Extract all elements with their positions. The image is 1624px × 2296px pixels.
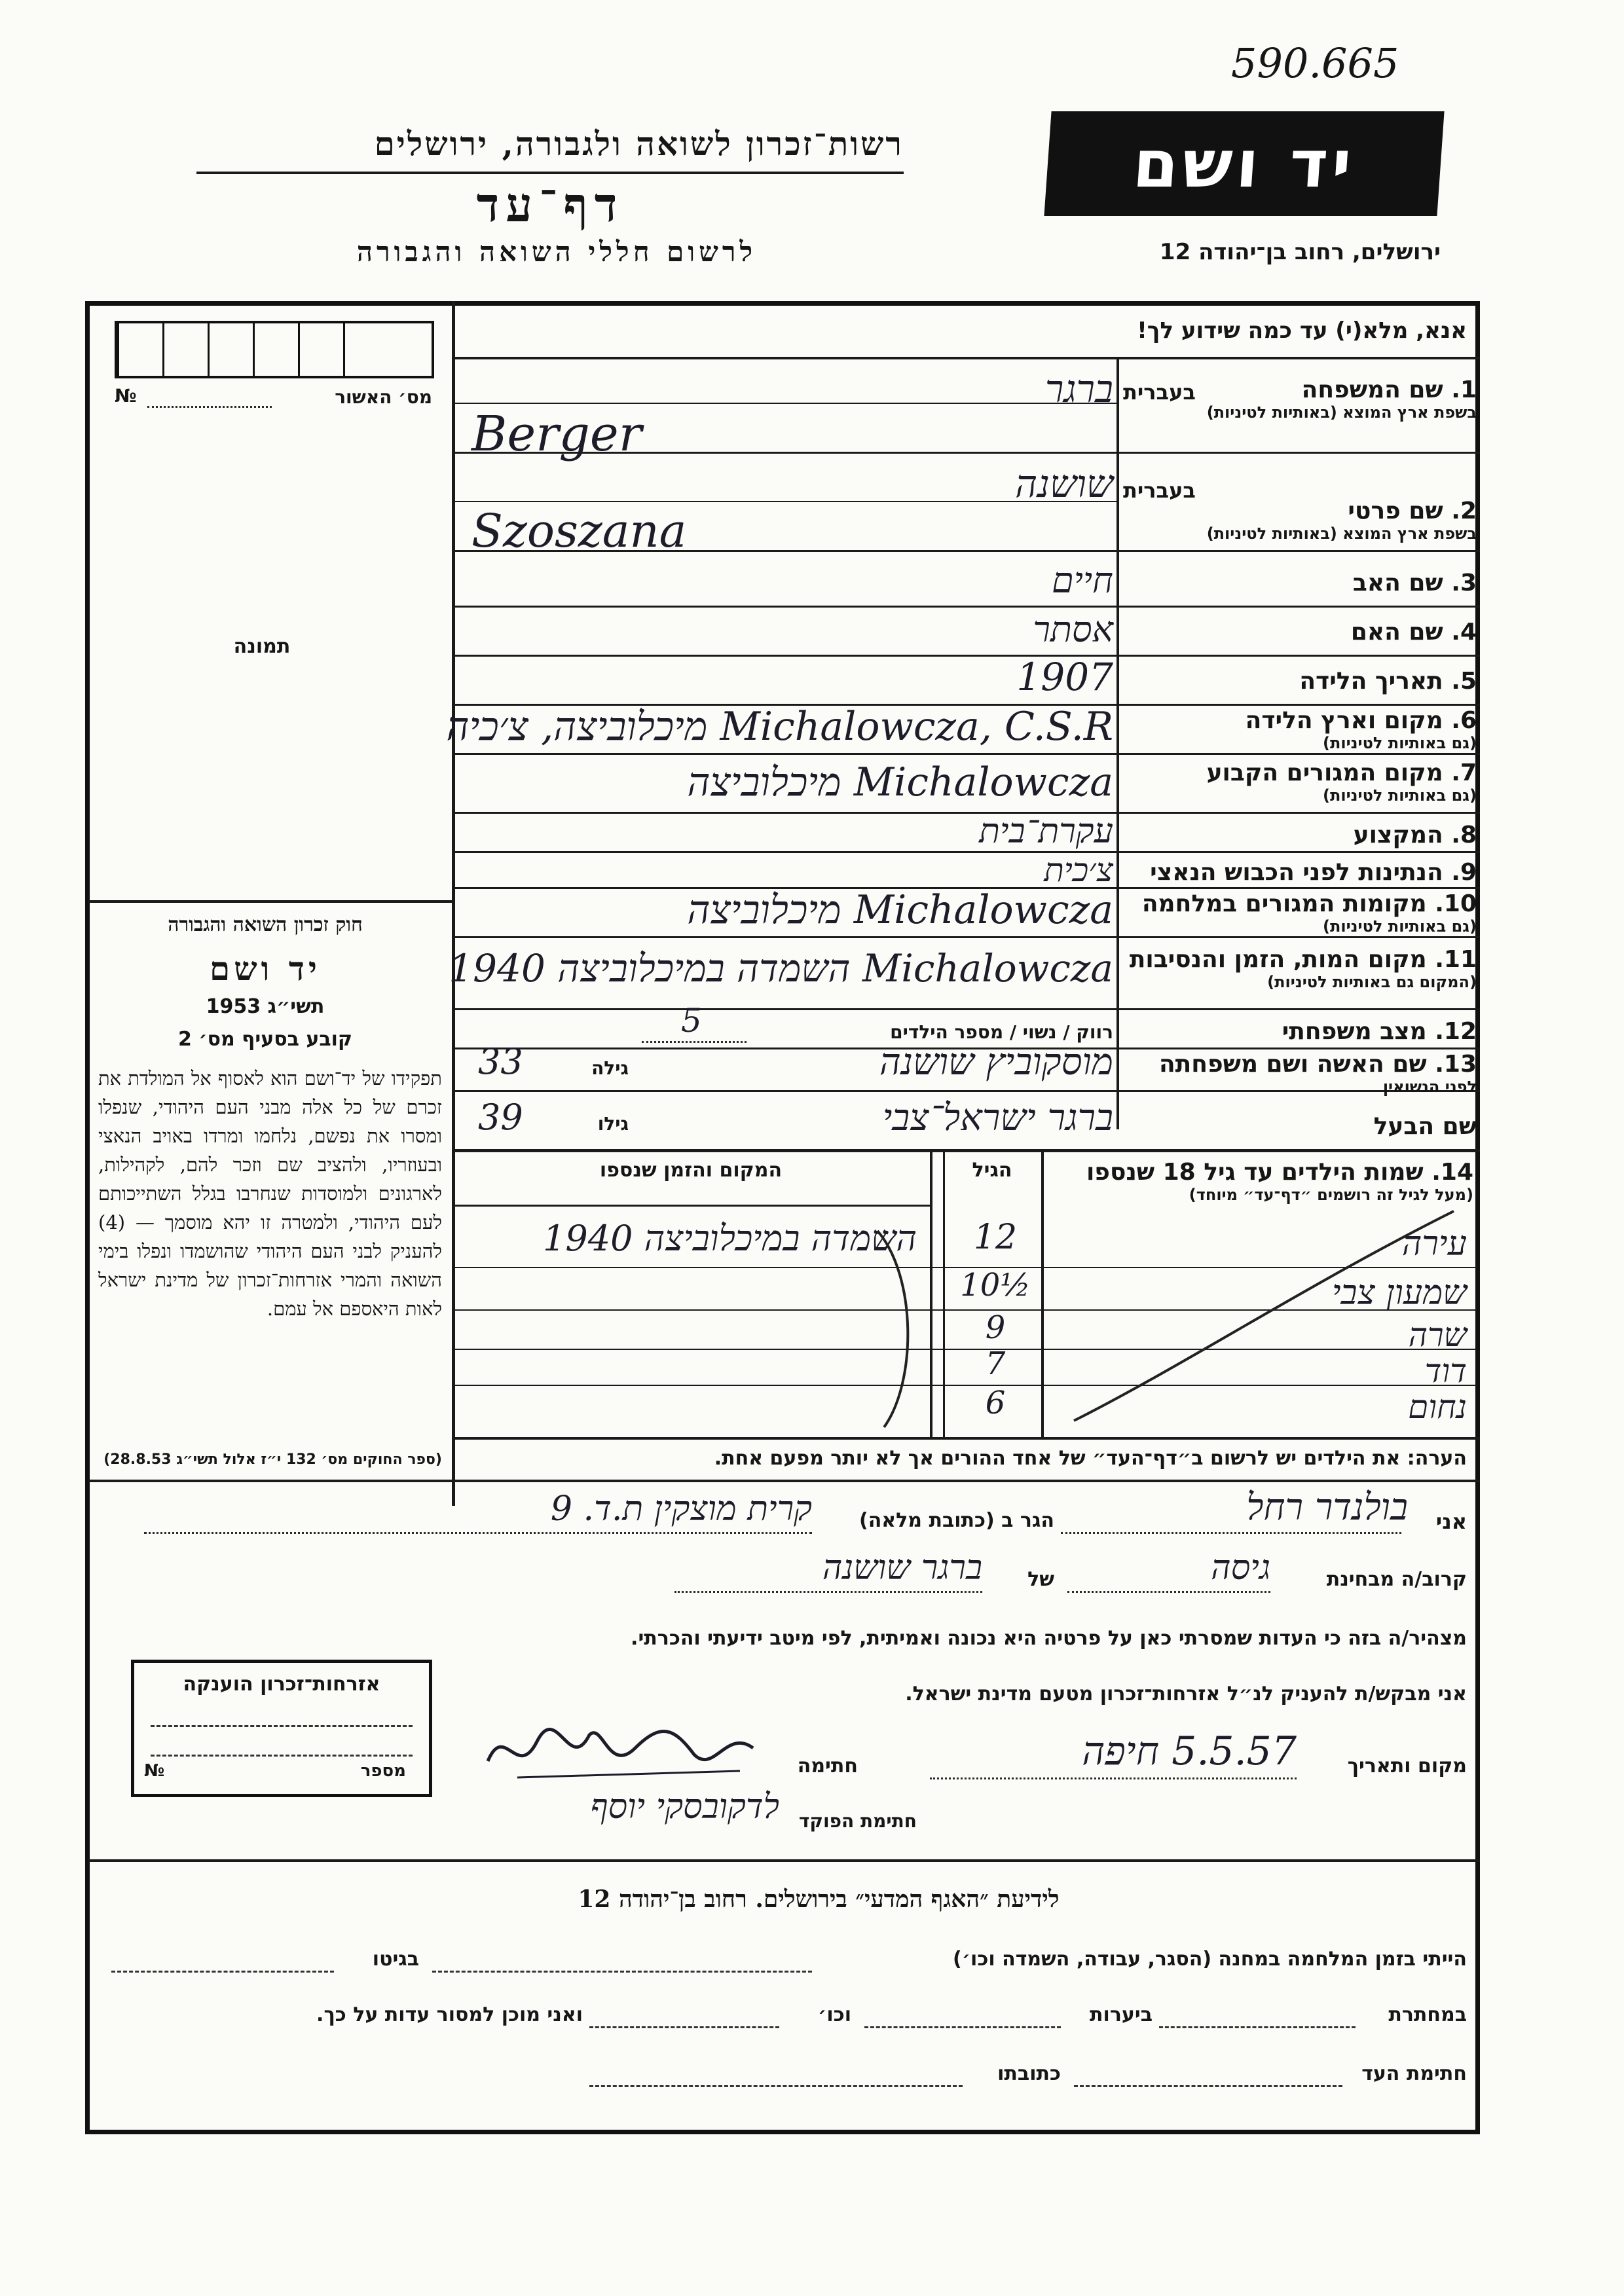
- field11-label: 11. מקום המות, הזמן והנסיבות: [1129, 946, 1477, 973]
- field2-latin-value: Szoszana: [471, 504, 687, 558]
- relation-label: קרוב/ה מבחינת: [1326, 1568, 1467, 1591]
- law-source: (ספר החוקים מס׳ 132 י״ז אלול תשי״ג 28.8.53): [103, 1451, 442, 1468]
- authority-title: רשות־זכרון לשואה ולגבורה, ירושלים: [374, 124, 904, 163]
- field13-label: 13. שם האשה ושם משפחתה: [1158, 1051, 1477, 1078]
- children-age-header: הגיל: [972, 1159, 1012, 1182]
- field1-hebrew-tag: בעברית: [1123, 380, 1196, 405]
- row-rule-14: [452, 1149, 1480, 1152]
- children-brace-mark: [871, 1224, 930, 1434]
- field3-value: חיים: [1052, 560, 1113, 601]
- footer-address-line: [589, 2085, 963, 2087]
- citizenship-number-mark: №: [144, 1761, 165, 1781]
- child-2-name: שמעון צבי: [1331, 1273, 1467, 1313]
- field2-hebrew-value: שושנה: [1015, 462, 1113, 506]
- footer-testimony-text: ואני מוכן למסור עדות על כך.: [316, 2003, 583, 2026]
- field9-value: צ׳כית: [1044, 851, 1113, 889]
- footer-camp-label: הייתי בזמן המלחמה במחנה (הסגר, עבודה, השמדה וכו׳): [953, 1948, 1467, 1971]
- law-clause: קובע בסעיף מס׳ 2: [177, 1028, 353, 1051]
- footer-ghetto-line: [111, 1971, 334, 1973]
- field11-sublabel: (המקום גם באותיות לטיניות): [1267, 973, 1477, 991]
- field10-sublabel: (גם באותיות לטיניות): [1323, 917, 1477, 936]
- husband-value: ברגר ישראל־צבי: [882, 1097, 1113, 1139]
- footer-title: לידיעת ״האגף המדעי״ בירושלים. רחוב בן־יהודה 12: [578, 1886, 1060, 1913]
- child-5-age: 6: [985, 1385, 1006, 1421]
- relation-value: גיסה: [1211, 1548, 1270, 1588]
- field5-value: 1907: [1016, 655, 1113, 699]
- field2-sublabel: בשפת ארץ המוצא (באותיות לטיניות): [1206, 524, 1477, 543]
- field1-latin-value: Berger: [471, 406, 642, 462]
- declarant-name: בולנדר רחל: [1246, 1486, 1408, 1529]
- citizenship-line-1: [151, 1725, 413, 1727]
- declarant-signature: [478, 1715, 779, 1787]
- row-rule-3: [452, 606, 1480, 608]
- intro-rule: [452, 357, 1480, 359]
- husband-label: שם הבעל: [1373, 1113, 1477, 1140]
- note-bottom-rule: [88, 1480, 1480, 1482]
- wife-age-value: 33: [478, 1041, 523, 1082]
- footer-camp-line: [432, 1971, 812, 1973]
- footer-ghetto-label: בגיטו: [372, 1948, 419, 1971]
- child-5-name: נחום: [1408, 1388, 1467, 1426]
- archive-reference-number: 590.665: [1231, 39, 1399, 87]
- child-4-name: דוד: [1424, 1352, 1467, 1390]
- field2-hebrew-tag: בעברית: [1123, 478, 1196, 503]
- field14-label: 14. שמות הילדים עד גיל 18 שנספו: [1086, 1159, 1473, 1186]
- relation-of-value: ברגר שושנה: [822, 1548, 982, 1588]
- footer-witness-signature-label: חתימת העד: [1361, 2062, 1467, 2085]
- field12-children-count: 5: [681, 1002, 702, 1040]
- field7-value: Michalowcza מיכלוביצה: [687, 759, 1113, 805]
- children-header-rule: [455, 1205, 930, 1207]
- place-date-line: [930, 1777, 1297, 1779]
- note-text: הערה: את הילדים יש לרשום ב״דף־העד״ של אחד ההורים אך לא יותר מפעם אחת.: [714, 1447, 1467, 1470]
- approval-number-mark: №: [115, 385, 137, 407]
- field10-value: Michalowcza מיכלוביצה: [687, 887, 1113, 933]
- header-underline: [196, 172, 904, 174]
- child-3-age: 9: [985, 1309, 1006, 1346]
- citizenship-line-2: [151, 1755, 413, 1757]
- child-1-name: עירה: [1401, 1224, 1467, 1264]
- footer-forests-line: [864, 2026, 1061, 2028]
- children-place-header: המקום והזמן שנספו: [599, 1159, 783, 1182]
- field14-sublabel: (מעל לגיל זה רושמים ״דף־עד״ מיוחד): [1189, 1186, 1473, 1204]
- footer-forests-label: ביערות: [1090, 2003, 1153, 2026]
- signature-label: חתימה: [797, 1755, 858, 1777]
- footer-underground-line: [1159, 2026, 1356, 2028]
- approval-digit-boxes: [115, 321, 434, 378]
- photo-label: תמונה: [233, 635, 291, 658]
- field8-value: עקרת־בית: [979, 812, 1113, 851]
- law-name: יד ושם: [210, 949, 321, 988]
- children-age-divider-inner: [943, 1149, 945, 1437]
- row-rule-10: [452, 936, 1480, 938]
- field10-label: 10. מקומות המגורים במלחמה: [1141, 890, 1477, 917]
- form-title: דף־עד: [476, 177, 624, 232]
- children-name-divider: [1041, 1149, 1044, 1437]
- row-rule-11: [452, 1008, 1480, 1010]
- footer-etc-label: וכו׳: [818, 2003, 851, 2026]
- husband-age-label: גילו: [597, 1113, 629, 1135]
- field2-label: 2. שם פרטי: [1348, 498, 1477, 524]
- field3-label: 3. שם האב: [1352, 570, 1477, 596]
- field8-label: 8. המקצוע: [1353, 822, 1477, 848]
- footer-etc-line: [589, 2026, 779, 2028]
- place-date-value: 5.5.57 חיפה: [1082, 1728, 1297, 1774]
- field13-value: מוסקוביץ שושנה: [879, 1041, 1113, 1084]
- declarant-address: קרית מוצקין ת.ד. 9: [550, 1489, 812, 1529]
- child-1-age: 12: [973, 1218, 1018, 1257]
- declarant-address-label: הגר ב (כתובת מלאה): [858, 1509, 1054, 1532]
- request-text: אני מבקש/ת להעניק לנ״ל אזרחות־זכרון מטעם מדינת ישראל.: [905, 1683, 1467, 1705]
- address-header: ירושלים, רחוב בן־יהודה 12: [1159, 239, 1441, 265]
- field6-value: Michalowcza, C.S.R מיכלוביצה, צ׳כיה: [446, 704, 1113, 750]
- form-subtitle: לרשום חללי השואה והגבורה: [356, 236, 757, 268]
- place-date-label: מקום ותאריך: [1347, 1755, 1467, 1777]
- declarant-address-line: [144, 1532, 812, 1534]
- citizenship-title: אזרחות־זכרון הוענקה: [183, 1673, 380, 1696]
- field6-sublabel: (גם באותיות לטיניות): [1323, 734, 1477, 752]
- child-2-age: 10½: [960, 1267, 1031, 1303]
- field11-value: Michalowcza השמדה במיכלוביצה 1940: [449, 946, 1113, 991]
- field7-label: 7. מקום המגורים הקבוע: [1206, 759, 1477, 786]
- field4-label: 4. שם האם: [1350, 619, 1477, 646]
- wife-age-label: גילה: [591, 1057, 629, 1079]
- declarant-i-label: אני: [1435, 1509, 1467, 1534]
- law-year: תשי״ג 1953: [206, 995, 325, 1018]
- declarant-name-line: [1061, 1532, 1401, 1534]
- husband-age-value: 39: [478, 1097, 523, 1138]
- row-rule-6: [452, 753, 1480, 755]
- official-signature-label: חתימת הפוקד: [798, 1810, 917, 1832]
- official-signature-value: לדקובסקי יוסף: [590, 1787, 779, 1827]
- children-age-divider: [930, 1149, 932, 1437]
- intro-instruction: אנא, מלא(י) עד כמה שידוע לך!: [1137, 318, 1467, 344]
- declaration-text: מצהיר/ה בזה כי העדות שמסרתי כאן על פרטיה היא נכונה ואמיתית, לפי מיטב ידיעתי והכרתי.: [631, 1627, 1467, 1650]
- label-column-divider: [1116, 357, 1119, 1129]
- children-death-place: השמדה במיכלוביצה 1940: [543, 1218, 917, 1259]
- relation-of-line: [674, 1591, 982, 1593]
- field4-value: אסתר: [1033, 609, 1113, 650]
- approval-number-line: [147, 406, 272, 408]
- field13-sublabel: לפני הנשואין: [1382, 1078, 1477, 1096]
- children-bottom-rule: [455, 1437, 1480, 1440]
- field1-hebrew-value: ברגר: [1044, 367, 1113, 411]
- relation-line: [1067, 1591, 1270, 1593]
- left-column-divider: [452, 301, 455, 1506]
- approval-number-label: מס׳ האשור: [335, 386, 432, 408]
- field12-label: 12. מצב משפחתי: [1282, 1018, 1477, 1045]
- field5-label: 5. תאריך הלידה: [1299, 668, 1477, 695]
- yad-vashem-logo: יד ושם: [1044, 111, 1444, 216]
- law-title: חוק זכרון השואה והגבורה: [168, 913, 363, 936]
- law-text: תפקידו של יד־ושם הוא לאסוף אל המולדת את זכרם של כל אלה מבני העם היהודי, שנפלו ומסרו את נפשם, נלחמו ומרדו באויב הנאצי ובעוזריו, ולהציב שם וזכר להם, לקהילות, לארגונים ולמוסדות שנחרבו בגלל השתייכותם לעם היהודי, ולמטרה זו יהא מוסמך — (4) להעניק לבני העם היהודי שהושמדו ונפלו בימי השואה והמרי אזרחות־זכרון של מדינת ישראל לאות היאספם אל עמם.: [98, 1067, 442, 1320]
- field9-label: 9. הנתינות לפני הכבוש הנאצי: [1150, 859, 1477, 886]
- field12-options: רווק / נשוי / מספר הילדים: [890, 1021, 1113, 1043]
- footer-address-label: כתובתו: [997, 2062, 1061, 2085]
- footer-witness-signature-line: [1074, 2085, 1342, 2087]
- law-box-top-rule: [88, 900, 452, 903]
- footer-underground-label: במחתרת: [1388, 2003, 1467, 2026]
- relation-of-label: של: [1027, 1568, 1054, 1591]
- footer-top-rule: [88, 1859, 1480, 1862]
- field1-sublabel: בשפת ארץ המוצא (באותיות לטיניות): [1206, 403, 1477, 422]
- child-3-name: שרה: [1408, 1316, 1467, 1354]
- child-4-age: 7: [985, 1345, 1006, 1382]
- citizenship-number-label: מספר: [360, 1761, 406, 1781]
- field7-sublabel: (גם באותיות לטיניות): [1323, 786, 1477, 805]
- field6-label: 6. מקום וארץ הלידה: [1245, 707, 1477, 734]
- children-bracket-mark: [1048, 1205, 1467, 1427]
- field1-label: 1. שם המשפחה: [1301, 376, 1477, 403]
